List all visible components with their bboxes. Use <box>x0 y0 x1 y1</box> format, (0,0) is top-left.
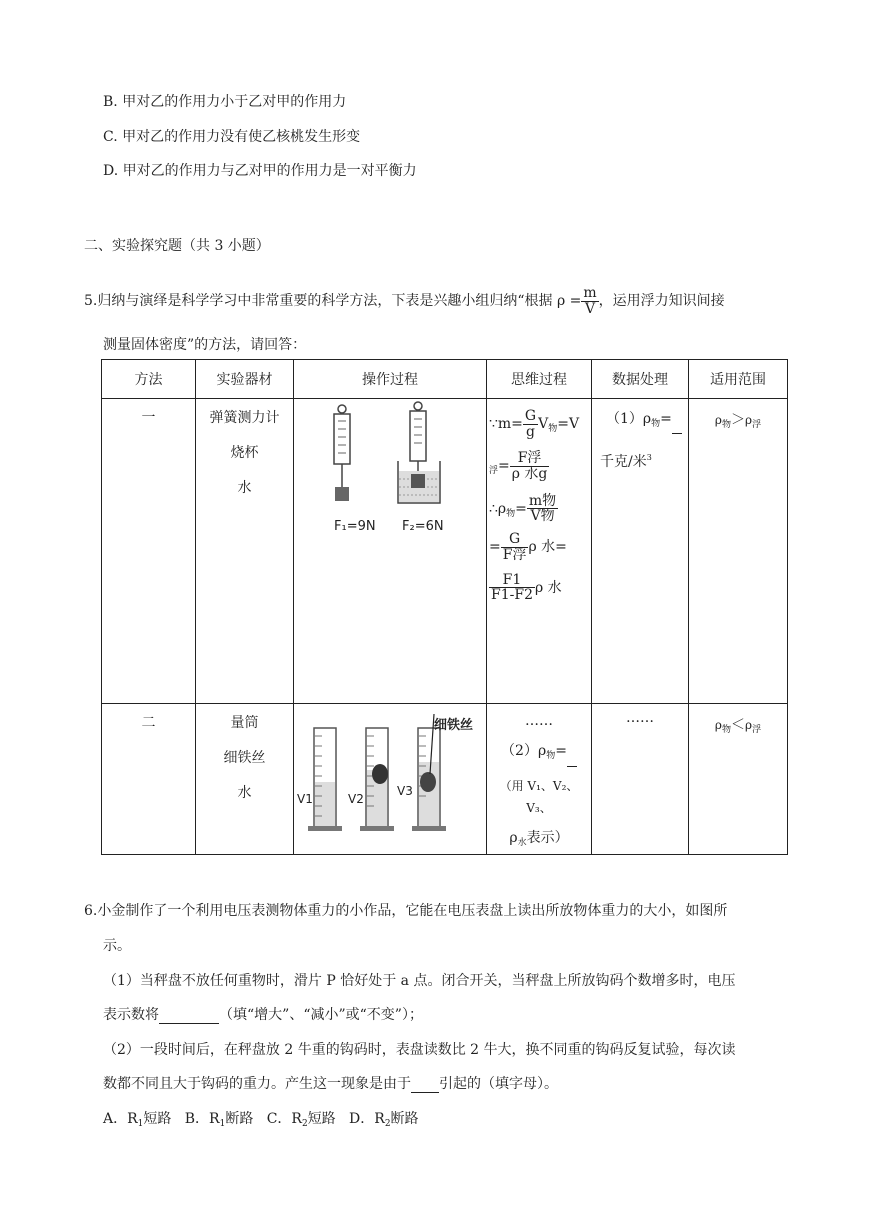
option-text: 断路 <box>225 1111 254 1127</box>
think-line-a <box>489 409 591 439</box>
option-text: A．R <box>103 1111 138 1127</box>
range-text: ρ <box>745 718 753 732</box>
q5-line1-post: ，运用浮力知识间接 <box>598 293 725 310</box>
equipment-cell <box>196 704 294 855</box>
superscript: 3 <box>646 453 652 462</box>
subscript: 1 <box>137 1119 144 1129</box>
frac-denominator: V <box>584 300 596 317</box>
spring-scale-in-water-icon <box>398 402 440 503</box>
q5-line1-pre: 5.归纳与演绎是科学学习中非常重要的科学方法，下表是兴趣小组归纳“根据 ρ = <box>84 293 582 310</box>
method-label: 二 <box>141 715 156 731</box>
subscript: 物 <box>506 508 516 519</box>
method-cell <box>102 704 196 855</box>
fig-label-f2: F₂=6N <box>402 519 444 534</box>
equipment-item: 水 <box>237 480 252 496</box>
equipment-cell <box>196 399 294 704</box>
table-header: 思维过程 <box>487 360 592 399</box>
frac-numerator: m <box>583 285 597 301</box>
method-label: 一 <box>141 410 156 426</box>
q6-part1-line2 <box>103 1004 423 1024</box>
think-text: ρ 水 <box>534 579 562 596</box>
table-header: 方法 <box>102 360 196 399</box>
table-row <box>102 704 788 855</box>
frac-numerator: G <box>501 532 529 548</box>
think-text: =V <box>557 416 580 433</box>
subscript: 2 <box>384 1119 391 1129</box>
option-c: C. 甲对乙的作用力没有使乙核桃发生形变 <box>103 129 361 145</box>
data-unit: 千克/米 <box>600 454 647 470</box>
fig-label-v3: V3 <box>397 784 413 798</box>
table-header: 操作过程 <box>294 360 487 399</box>
cylinder-with-object-icon <box>360 728 394 831</box>
table-header: 实验器材 <box>196 360 294 399</box>
option-a <box>103 1111 171 1127</box>
option-text: C．R <box>266 1111 302 1127</box>
method-cell <box>102 399 196 704</box>
section-heading: 二、实验探究题（共 3 小题） <box>84 238 270 254</box>
think-text: = <box>555 743 567 759</box>
equipment-item: 量筒 <box>230 715 259 731</box>
option-text: B．R <box>184 1111 220 1127</box>
option-b <box>185 1111 254 1127</box>
data-cell <box>592 399 689 704</box>
equipment-item: 烧杯 <box>230 445 259 461</box>
table-row <box>102 399 788 704</box>
q6-options <box>103 1108 419 1129</box>
option-text: 短路 <box>143 1111 172 1127</box>
frac-denominator: V物 <box>530 508 555 525</box>
think-text: = <box>498 458 510 475</box>
data-cell <box>592 704 689 855</box>
subscript: 物 <box>548 424 558 435</box>
think-text: ρ 水= <box>528 539 567 556</box>
answer-blank[interactable] <box>411 1078 439 1093</box>
frac-numerator: F浮 <box>510 451 550 467</box>
option-text: D．R <box>349 1111 385 1127</box>
fig-label-f1: F₁=9N <box>334 519 376 534</box>
q6-text: 数都不同且大于钩码的重力。产生这一现象是由于 <box>103 1076 411 1092</box>
think-text: = <box>489 539 501 556</box>
q6-line1: 6.小金制作了一个利用电压表测物体重力的小作品，它能在电压表盘上读出所放物体重力的大小，如图所 <box>84 903 728 919</box>
range-compare: ＜ <box>731 717 745 733</box>
q6-line2: 示。 <box>103 938 131 954</box>
frac-numerator: F1 <box>489 573 535 589</box>
subscript: 2 <box>301 1119 308 1129</box>
q6-text: （填“增大”、“减小”或“不变”）； <box>219 1007 423 1023</box>
q6-text: 表示数将 <box>103 1007 159 1023</box>
option-d <box>349 1111 419 1127</box>
thinking-cell <box>487 704 592 855</box>
frac-denominator: F1-F2 <box>491 587 533 604</box>
thinking-cell <box>487 399 592 704</box>
think-text: V <box>538 416 549 433</box>
procedure-cell <box>294 704 487 855</box>
subscript: 物 <box>546 751 556 761</box>
fig-label-v1: V1 <box>297 792 313 806</box>
frac-denominator: g <box>526 423 535 440</box>
subscript: 水 <box>517 838 527 848</box>
frac-numerator: m物 <box>528 492 557 509</box>
think-line-b <box>489 451 591 481</box>
range-cell <box>689 704 788 855</box>
cylinder-icon <box>308 728 342 831</box>
ellipsis: …… <box>525 713 553 729</box>
think-line-d <box>489 532 591 562</box>
q6-part2-line2 <box>103 1073 558 1093</box>
procedure-cell <box>294 399 487 704</box>
q6-text: 引起的（填字母）。 <box>439 1076 558 1092</box>
q6-part1-line1: （1）当秤盘不放任何重物时，滑片 P 恰好处于 a 点。闭合开关，当秤盘上所放钩码个数增多时，电压 <box>103 973 736 989</box>
think-line-b <box>487 740 591 767</box>
q5-line1 <box>84 286 725 316</box>
range-text: ρ <box>745 413 753 427</box>
range-cell <box>689 399 788 704</box>
subscript: 浮 <box>489 466 499 477</box>
option-c <box>267 1111 336 1127</box>
q6-part2-line1: （2）一段时间后，在秤盘放 2 牛重的钩码时，表盘读数比 2 牛大，换不同重的钩码反复试验，每次读 <box>103 1042 736 1058</box>
range-compare: ＞ <box>731 412 745 428</box>
think-text: ∵m= <box>489 416 523 433</box>
think-text: ∴ρ <box>489 500 507 517</box>
equipment-item: 水 <box>237 785 252 801</box>
think-text: ρ <box>509 830 518 846</box>
range-text: ρ <box>714 718 722 732</box>
think-line-d <box>487 827 591 854</box>
table-header: 数据处理 <box>592 360 689 399</box>
option-b: B. 甲对乙的作用力小于乙对甲的作用力 <box>103 94 347 110</box>
frac-denominator: F浮 <box>502 546 527 563</box>
fig-label-wire: 细铁丝 <box>434 718 474 733</box>
equipment-item: 细铁丝 <box>223 750 266 766</box>
think-line-c <box>489 494 591 524</box>
fig-label-v2: V2 <box>348 792 364 806</box>
subscript: 1 <box>219 1119 226 1129</box>
think-text: 表示） <box>526 830 569 846</box>
q5-line2: 测量固体密度”的方法，请回答： <box>103 337 307 353</box>
equipment-item: 弹簧测力计 <box>209 410 280 426</box>
frac-denominator: ρ 水g <box>511 466 548 483</box>
table-header: 适用范围 <box>689 360 788 399</box>
frac-numerator: G <box>524 408 537 424</box>
subscript: 物 <box>651 419 661 429</box>
spring-scale-icon <box>334 405 350 501</box>
data-line-2 <box>600 448 688 472</box>
subscript: 浮 <box>752 420 762 430</box>
rho-formula-fraction <box>581 286 598 316</box>
option-text: 短路 <box>307 1111 336 1127</box>
table-header-row <box>102 360 788 399</box>
subscript: 物 <box>721 420 731 430</box>
answer-blank[interactable] <box>159 1009 219 1024</box>
think-text: （用 V₁、V₂、V₃、 <box>499 779 579 815</box>
ellipsis: …… <box>626 710 654 726</box>
subscript: 浮 <box>752 725 762 735</box>
answer-blank[interactable] <box>567 752 577 767</box>
data-text: （1）ρ <box>606 411 652 427</box>
data-line-1 <box>606 409 688 434</box>
method-table <box>101 359 788 855</box>
range-text: ρ <box>714 413 722 427</box>
option-d: D. 甲对乙的作用力与乙对甲的作用力是一对平衡力 <box>103 163 417 179</box>
subscript: 物 <box>721 725 731 735</box>
spring-scale-figure <box>294 399 484 529</box>
option-text: 断路 <box>390 1111 419 1127</box>
data-text: = <box>660 411 672 427</box>
think-line-e <box>489 573 591 603</box>
answer-blank[interactable] <box>672 419 682 434</box>
think-text: （2）ρ <box>501 743 547 759</box>
think-text: = <box>515 500 527 517</box>
